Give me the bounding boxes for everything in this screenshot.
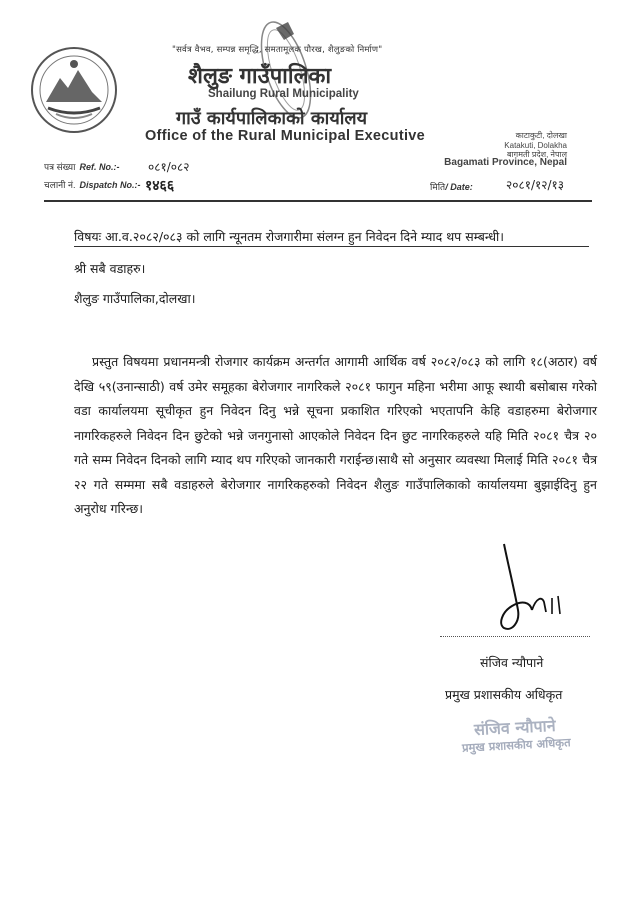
- ref-label-nepali: पत्र संख्या: [44, 162, 76, 172]
- handwritten-signature: [492, 540, 574, 636]
- date-label: [430, 180, 473, 193]
- letterhead-motto: "सर्वत्र वैभव, सम्पन्न समृद्धि, समतामूलक पौरख, शैलुङको निर्माण": [172, 45, 383, 55]
- signatory-designation: प्रमुख प्रशासकीय अधिकृत: [445, 687, 563, 702]
- header-divider: [44, 200, 592, 202]
- name-designation-stamp: [444, 714, 584, 764]
- letterhead-title-english: Shailung Rural Municipality: [208, 88, 359, 100]
- letterhead-title-nepali: शैलुङ गाउँपालिका: [188, 64, 332, 89]
- signatory-name: संजिव न्यौपाने: [480, 655, 544, 670]
- address-english-line1: Katakuti, Dolakha: [504, 141, 567, 150]
- address-nepali-line2: बागमती प्रदेश, नेपाल: [507, 150, 567, 159]
- municipality-emblem-icon: [28, 44, 120, 136]
- letter-body: प्रस्तुत विषयमा प्रधानमन्त्री रोजगार कार्यक्रम अन्तर्गत आगामी आर्थिक वर्ष २०८२/०८३ को लागि १८(अठार) वर्ष देखि ५९(उनान्साठी) वर्ष उमेर समूहका बेरोजगार नागरिकले २०८१ फागुन महिना भरीमा आफू स्थायी बसोबास गरेको वडा कार्यालयमा सूचीकृत हुन निवेदन दिनु भन्ने सूचना प्रकाशित गरिएको भएतापनि केहि वडाहरुमा बेरोजगार नागरिकहरुले निवेदन दिन छुटेको भन्ने जनगुनासो आएकोले निवेदन दिन छुट नागरिकहरुले यहि मिति २०८१ चैत्र २० गते सम्म निवेदन दिनको लागि म्याद थप गरिएको जानकारी गराईन्छ।साथै सो अनुसार व्यवस्था मिलाई मिति २०८१ चैत्र २२ गते सम्ममा सबै वडाहरुले बेरोजगार नागरिकहरुको निवेदन शैलुङ गाउँपालिकाको कार्यालयमा बुझाईदिनु हुन अनुरोध गरिन्छ।: [74, 354, 597, 516]
- subject-underline: [74, 246, 589, 247]
- date-label-english: / Date:: [445, 182, 473, 192]
- dispatch-label-nepali: चलानी नं.: [44, 180, 76, 190]
- address-english-line2: Bagamati Province, Nepal: [444, 157, 567, 168]
- letter-subject: विषयः आ.व.२०८२/०८३ को लागि न्यूनतम रोजगारीमा संलग्न हुन निवेदन दिने म्याद थप सम्बन्धी।: [74, 229, 505, 244]
- stamp-name-text: संजिव न्यौपाने: [473, 715, 557, 740]
- ref-label-english: Ref. No.:-: [79, 162, 120, 172]
- ref-no-label: [44, 160, 119, 173]
- office-name-nepali: गाउँ कार्यपालिकाको कार्यालय: [176, 108, 368, 129]
- date-value: २०८१/१२/१३: [506, 178, 565, 192]
- address-nepali-line1: काटाकुटी, दोलखा: [515, 131, 567, 140]
- ref-no-value: ०८१/०८२: [148, 160, 190, 174]
- signature-line: [440, 636, 590, 637]
- date-label-nepali: मिति: [430, 182, 446, 192]
- letter-salutation: श्री सबै वडाहरु।: [74, 261, 146, 276]
- dispatch-no-label: [44, 178, 141, 191]
- office-name-english: Office of the Rural Municipal Executive: [145, 128, 426, 144]
- stamp-designation-text: प्रमुख प्रशासकीय अधिकृत: [461, 735, 571, 755]
- dispatch-label-english: Dispatch No.:-: [79, 180, 141, 190]
- letter-recipient-place: शैलुङ गाउँपालिका,दोलखा।: [74, 291, 196, 306]
- dispatch-no-value: १४६६: [145, 178, 175, 194]
